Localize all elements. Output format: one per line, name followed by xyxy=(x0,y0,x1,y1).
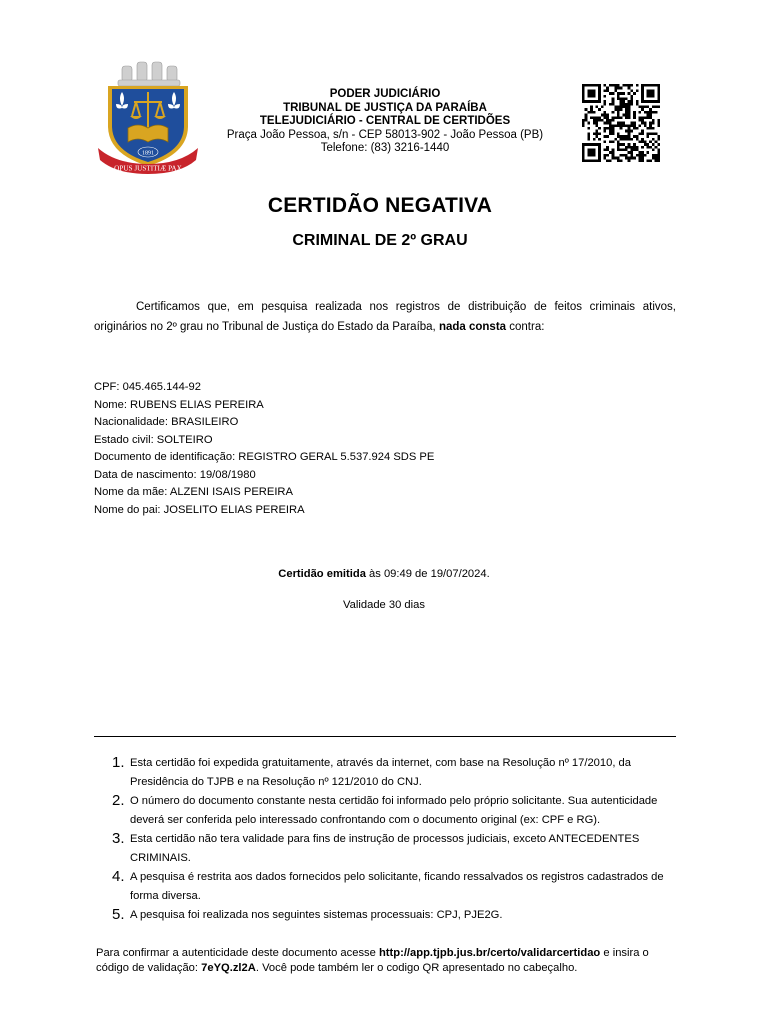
footer-text-3: . Você pode também ler o codigo QR apresentado no cabeçalho. xyxy=(255,962,578,974)
institution-header xyxy=(200,88,570,156)
note-item xyxy=(94,792,679,830)
footer-text-1: Para confirmar a autenticidade deste documento acesse xyxy=(96,947,379,959)
validation-code: 7eYQ.zl2A xyxy=(201,962,256,974)
note-number: 4. xyxy=(112,868,125,885)
notes-list xyxy=(94,754,679,925)
issued-label: Certidão emitida xyxy=(278,568,366,580)
person-cpf: CPF: 045.465.144-92 xyxy=(94,381,201,393)
note-item xyxy=(94,868,679,906)
intro-text-after: contra: xyxy=(506,321,545,333)
note-number: 5. xyxy=(112,906,125,923)
svg-text:OPUS JUSTITIÆ PAX: OPUS JUSTITIÆ PAX xyxy=(114,164,182,173)
person-mother: Nome da mãe: ALZENI ISAIS PEREIRA xyxy=(94,486,293,498)
issued-datetime: às 09:49 de 19/07/2024. xyxy=(365,568,490,580)
divider xyxy=(94,736,676,737)
note-text: A pesquisa é restrita aos dados fornecidos pelo solicitante, ficando ressalvados os registros cadastrados de forma diversa. xyxy=(130,871,664,902)
validation-url-link[interactable]: http://app.tjpb.jus.br/certo/validarcertidao xyxy=(378,947,601,959)
certificate-subtitle: CRIMINAL DE 2º GRAU xyxy=(292,232,468,249)
note-item xyxy=(94,754,679,792)
validation-footer xyxy=(96,946,680,976)
header-line-2: TRIBUNAL DE JUSTIÇA DA PARAÍBA xyxy=(283,101,487,114)
note-text: Esta certidão não tera validade para fins de instrução de processos judiciais, exceto ANTECEDENTES CRIMINAIS. xyxy=(130,833,640,864)
note-number: 2. xyxy=(112,792,125,809)
person-name: Nome: RUBENS ELIAS PEREIRA xyxy=(94,398,264,411)
svg-text:1891: 1891 xyxy=(142,150,154,157)
qr-code-icon xyxy=(582,84,660,162)
note-item xyxy=(94,830,679,868)
person-id-document: Documento de identificação: REGISTRO GERAL 5.537.924 SDS PE xyxy=(94,451,435,463)
issued-line xyxy=(0,568,768,580)
footer-text-2: e insira o código de validação: xyxy=(96,947,649,974)
header-phone: Telefone: (83) 3216-1440 xyxy=(320,142,450,154)
person-civil-status: Estado civil: SOLTEIRO xyxy=(94,433,213,446)
validity-line: Validade 30 dias xyxy=(343,599,425,611)
person-birth-date: Data de nascimento: 19/08/1980 xyxy=(94,468,256,481)
note-text: A pesquisa foi realizada nos seguintes sistemas processuais: CPJ, PJE2G. xyxy=(130,909,503,921)
note-number: 1. xyxy=(112,754,125,771)
note-item xyxy=(94,906,679,925)
header-line-1: PODER JUDICIÁRIO xyxy=(329,88,441,100)
person-nationality: Nacionalidade: BRASILEIRO xyxy=(94,416,239,428)
intro-nada-consta: nada consta xyxy=(438,321,507,333)
person-details xyxy=(94,379,654,519)
note-text: Esta certidão foi expedida gratuitamente, através da internet, com base na Resolução nº 17/2010, da Presidência do TJPB e na Resolução nº 121/2010 do CNJ. xyxy=(130,757,632,788)
person-father: Nome do pai: JOSELITO ELIAS PEREIRA xyxy=(94,503,305,516)
intro-text-before: Certificamos que, em pesquisa realizada nos registros de distribuição de feitos criminais ativos, originários no 2º grau no Tribunal de Justiça do Estado da Paraíba, xyxy=(94,301,676,333)
header-line-3: TELEJUDICIÁRIO - CENTRAL DE CERTIDÕES xyxy=(259,115,511,127)
intro-paragraph xyxy=(94,297,676,337)
note-text: O número do documento constante nesta certidão foi informado pelo próprio solicitante. Sua autenticidade deverá ser conferida pelo interessado confrontando com o documento original (ex: CPF e RG). xyxy=(130,795,658,826)
coat-of-arms-icon xyxy=(96,56,200,178)
note-number: 3. xyxy=(112,830,125,847)
certificate-title: CERTIDÃO NEGATIVA xyxy=(267,194,493,217)
header-address: Praça João Pessoa, s/n - CEP 58013-902 - João Pessoa (PB) xyxy=(226,128,544,141)
